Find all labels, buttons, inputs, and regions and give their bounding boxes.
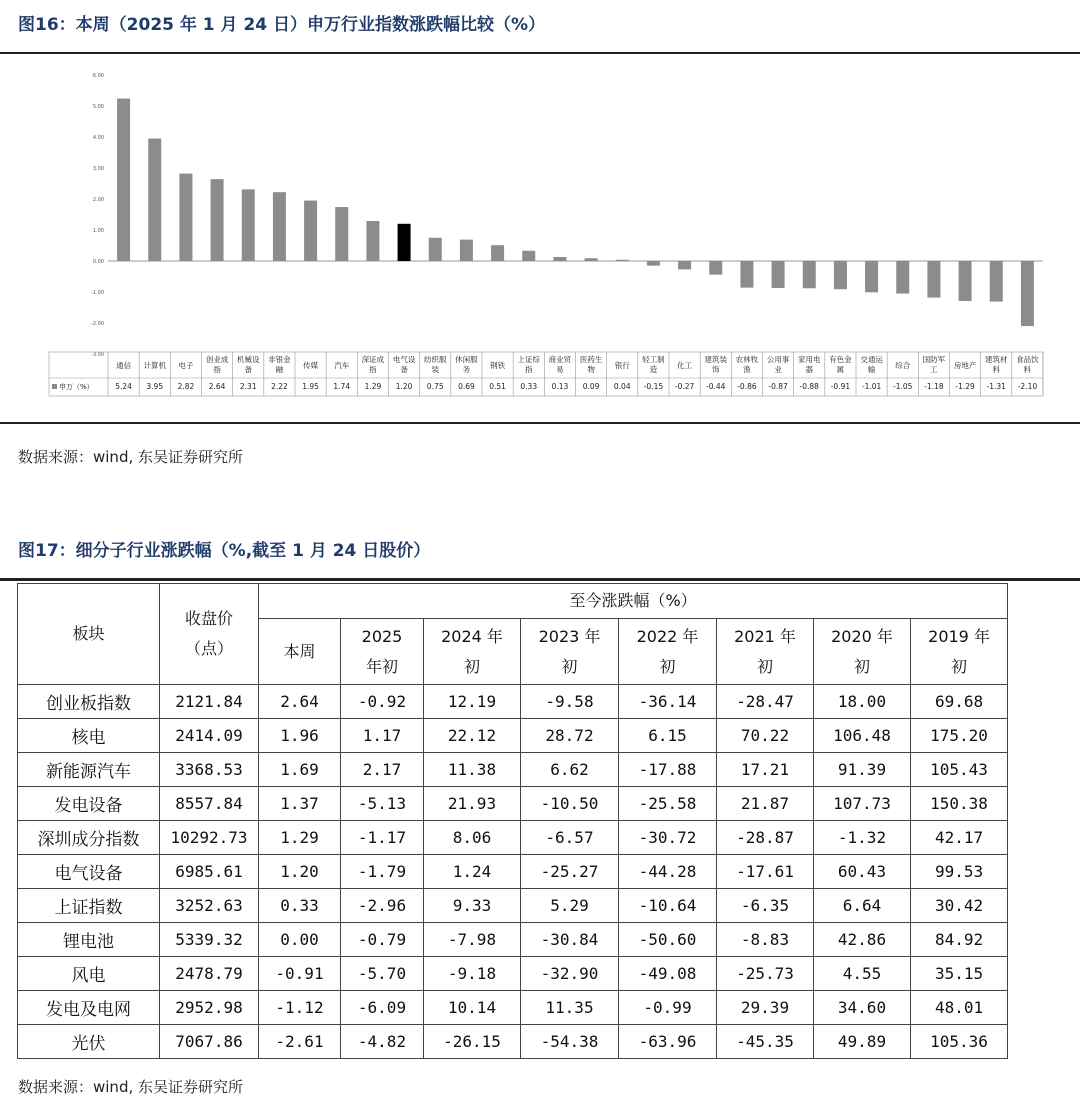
value-label: -0.27 — [674, 382, 695, 391]
category-label: 料 — [1023, 365, 1032, 374]
row-value-cell: 1.37 — [259, 787, 341, 821]
row-value-cell: -30.72 — [619, 821, 717, 855]
row-value-cell: -63.96 — [619, 1025, 717, 1059]
bar-12 — [460, 240, 473, 261]
row-value-cell: 11.35 — [521, 991, 619, 1025]
category-label: 物 — [587, 365, 595, 374]
row-value-cell: -6.35 — [717, 889, 814, 923]
row-value-cell: -8.83 — [717, 923, 814, 957]
bar-4 — [211, 179, 224, 261]
row-value-cell: -1.17 — [341, 821, 424, 855]
y-tick-label: 0.00 — [92, 259, 104, 265]
header-week: 本周 — [259, 619, 341, 685]
bar-23 — [803, 261, 816, 288]
row-value-cell: -6.09 — [341, 991, 424, 1025]
category-label: 备 — [400, 365, 408, 374]
category-label: 化工 — [677, 361, 693, 370]
header-2022-line2: 初 — [659, 656, 676, 676]
row-value-cell: 11.38 — [424, 753, 521, 787]
row-value-cell: 2952.98 — [160, 991, 259, 1025]
bar-20 — [709, 261, 722, 275]
row-value-cell: -1.79 — [341, 855, 424, 889]
row-value-cell: 99.53 — [911, 855, 1008, 889]
header-change-group: 至今涨跌幅（%） — [259, 584, 1008, 619]
category-label: 务 — [462, 365, 471, 374]
bar-21 — [740, 261, 753, 288]
value-label: 0.09 — [582, 382, 600, 391]
category-label: 深证成 — [361, 355, 385, 364]
category-label: 指 — [525, 365, 533, 374]
bar-22 — [772, 261, 785, 288]
row-value-cell: -2.96 — [341, 889, 424, 923]
row-value-cell: 105.43 — [911, 753, 1008, 787]
header-2022-line1: 2022 年 — [636, 626, 699, 646]
bar-18 — [647, 261, 660, 266]
row-value-cell: 4.55 — [814, 957, 911, 991]
row-value-cell: -28.47 — [717, 685, 814, 719]
row-value-cell: -17.61 — [717, 855, 814, 889]
row-value-cell: -44.28 — [619, 855, 717, 889]
y-tick-label: -1.00 — [91, 290, 104, 296]
row-value-cell: -0.79 — [341, 923, 424, 957]
category-label: 属 — [836, 365, 845, 374]
table-row — [18, 1025, 1008, 1059]
header-sector: 板块 — [18, 584, 160, 685]
row-value-cell: -5.13 — [341, 787, 424, 821]
value-label: 0.75 — [426, 382, 444, 391]
bar-26 — [896, 261, 909, 294]
category-label: 汽车 — [334, 361, 350, 370]
row-value-cell: 6.62 — [521, 753, 619, 787]
figure17-title: 图17：细分子行业涨跌幅（%,截至 1 月 24 日股价） — [18, 541, 431, 561]
category-label: 农林牧 — [735, 355, 759, 364]
header-2021-line2: 初 — [756, 656, 773, 676]
table-row — [18, 787, 1008, 821]
bar-3 — [179, 174, 192, 261]
middle-rule — [0, 422, 1080, 424]
category-label: 器 — [805, 365, 813, 374]
bar-16 — [585, 258, 598, 261]
header-close-line2: （点） — [184, 639, 233, 658]
category-label: 料 — [992, 365, 1000, 374]
category-label: 交通运 — [860, 355, 883, 364]
category-label: 公用事 — [766, 355, 790, 364]
row-value-cell: 3252.63 — [160, 889, 259, 923]
row-value-cell: 107.73 — [814, 787, 911, 821]
row-sector-name: 创业板指数 — [18, 685, 160, 719]
chart-axes — [91, 73, 1043, 358]
row-sector-name: 上证指数 — [18, 889, 160, 923]
value-label: -2.10 — [1017, 382, 1038, 391]
category-label: 机械设 — [237, 355, 260, 364]
header-2020-line1: 2020 年 — [831, 626, 893, 646]
chart-data-table — [49, 352, 1043, 396]
row-value-cell: -25.27 — [521, 855, 619, 889]
category-label: 通信 — [116, 361, 132, 370]
row-value-cell: 21.93 — [424, 787, 521, 821]
row-sector-name: 新能源汽车 — [18, 753, 160, 787]
row-value-cell: -10.50 — [521, 787, 619, 821]
table-row — [18, 855, 1008, 889]
bar-19 — [678, 261, 691, 269]
value-label: -0.15 — [643, 382, 664, 391]
row-value-cell: -28.87 — [717, 821, 814, 855]
row-value-cell: -17.88 — [619, 753, 717, 787]
row-value-cell: 10292.73 — [160, 821, 259, 855]
value-label: 2.64 — [208, 382, 226, 391]
chart-bars — [117, 99, 1034, 327]
row-value-cell: 34.60 — [814, 991, 911, 1025]
top-rule — [0, 52, 1080, 54]
row-value-cell: 5339.32 — [160, 923, 259, 957]
category-label: 建筑装 — [704, 355, 727, 364]
industry-bar-chart — [0, 60, 1080, 406]
table-row — [18, 719, 1008, 753]
category-label: 食品饮 — [1016, 355, 1039, 364]
row-value-cell: -45.35 — [717, 1025, 814, 1059]
bar-5 — [242, 189, 255, 261]
row-value-cell: -0.92 — [341, 685, 424, 719]
header-2019-line1: 2019 年 — [928, 626, 990, 646]
table-row — [18, 821, 1008, 855]
y-tick-label: 5.00 — [92, 104, 104, 110]
row-value-cell: -6.57 — [521, 821, 619, 855]
row-value-cell: -54.38 — [521, 1025, 619, 1059]
row-value-cell: -1.32 — [814, 821, 911, 855]
category-label: 休闲服 — [455, 355, 478, 364]
y-tick-label: -2.00 — [91, 321, 104, 327]
row-value-cell: 60.43 — [814, 855, 911, 889]
category-label: 轻工制 — [642, 355, 665, 364]
value-label: 2.31 — [239, 382, 257, 391]
row-value-cell: 2478.79 — [160, 957, 259, 991]
bar-1 — [117, 99, 130, 261]
row-value-cell: 10.14 — [424, 991, 521, 1025]
row-value-cell: 6.15 — [619, 719, 717, 753]
category-label: 有色金 — [829, 355, 852, 364]
bar-15 — [553, 257, 566, 261]
category-label: 房地产 — [953, 361, 977, 370]
value-label: 1.95 — [302, 382, 319, 391]
row-value-cell: -5.70 — [341, 957, 424, 991]
row-value-cell: 2121.84 — [160, 685, 259, 719]
row-value-cell: -32.90 — [521, 957, 619, 991]
row-value-cell: 21.87 — [717, 787, 814, 821]
row-value-cell: 1.17 — [341, 719, 424, 753]
category-label: 备 — [244, 365, 252, 374]
header-2025 — [341, 619, 424, 685]
row-value-cell: 17.21 — [717, 753, 814, 787]
row-value-cell: 6.64 — [814, 889, 911, 923]
row-value-cell: 2414.09 — [160, 719, 259, 753]
value-label: 1.20 — [395, 382, 413, 391]
row-value-cell: 91.39 — [814, 753, 911, 787]
category-label: 国防军 — [922, 355, 946, 364]
category-label: 饰 — [712, 365, 720, 374]
category-label: 输 — [867, 365, 876, 374]
value-label: -1.01 — [861, 382, 882, 391]
row-value-cell: -1.12 — [259, 991, 341, 1025]
row-value-cell: 8.06 — [424, 821, 521, 855]
row-value-cell: -0.99 — [619, 991, 717, 1025]
figure16-source: 数据来源：wind, 东吴证券研究所 — [18, 448, 244, 466]
header-2020-line2: 初 — [853, 656, 870, 676]
row-value-cell: 105.36 — [911, 1025, 1008, 1059]
value-label: -0.88 — [799, 382, 819, 391]
table-row — [18, 957, 1008, 991]
category-label: 电子 — [178, 361, 194, 370]
row-sector-name: 电气设备 — [18, 855, 160, 889]
category-label: 商业贸 — [548, 355, 572, 364]
category-label: 指 — [213, 365, 221, 374]
row-value-cell: 175.20 — [911, 719, 1008, 753]
legend-swatch — [52, 384, 57, 389]
bar-28 — [959, 261, 972, 301]
category-label: 装 — [431, 365, 439, 374]
row-value-cell: 5.29 — [521, 889, 619, 923]
row-value-cell: 1.96 — [259, 719, 341, 753]
value-label: -0.87 — [768, 382, 788, 391]
bar-6 — [273, 192, 286, 261]
row-value-cell: 150.38 — [911, 787, 1008, 821]
row-value-cell: 0.00 — [259, 923, 341, 957]
table-header-row-1 — [18, 584, 1008, 619]
row-value-cell: 29.39 — [717, 991, 814, 1025]
category-label: 电气设 — [392, 355, 416, 364]
row-value-cell: 2.17 — [341, 753, 424, 787]
y-tick-label: 4.00 — [92, 135, 104, 141]
row-value-cell: 7067.86 — [160, 1025, 259, 1059]
row-sector-name: 光伏 — [18, 1025, 160, 1059]
bar-27 — [927, 261, 940, 298]
row-value-cell: -25.58 — [619, 787, 717, 821]
header-close-line1: 收盘价 — [184, 609, 233, 628]
row-value-cell: 0.33 — [259, 889, 341, 923]
value-label: -1.29 — [955, 382, 975, 391]
row-sector-name: 风电 — [18, 957, 160, 991]
category-label: 造 — [649, 365, 658, 374]
category-label: 综合 — [895, 361, 911, 370]
value-label: -0.86 — [737, 382, 757, 391]
table-top-rule — [0, 578, 1080, 581]
value-label: 0.51 — [489, 382, 506, 391]
bar-9 — [366, 221, 379, 261]
row-value-cell: 30.42 — [911, 889, 1008, 923]
row-value-cell: 1.29 — [259, 821, 341, 855]
category-label: 医药生 — [579, 355, 603, 364]
header-close — [160, 584, 259, 685]
bar-7 — [304, 201, 317, 261]
header-2022 — [619, 619, 717, 685]
y-tick-label: -3.00 — [91, 352, 104, 358]
row-sector-name: 发电及电网 — [18, 991, 160, 1025]
category-label: 家用电 — [798, 355, 821, 364]
row-value-cell: 8557.84 — [160, 787, 259, 821]
category-label: 指 — [369, 365, 377, 374]
category-label: 业 — [774, 365, 782, 374]
table-row — [18, 923, 1008, 957]
bar-14 — [522, 251, 535, 261]
value-label: -1.18 — [924, 382, 944, 391]
header-2025-line1: 2025 — [361, 626, 403, 646]
category-label: 工 — [930, 365, 938, 374]
header-2023 — [521, 619, 619, 685]
category-label: 钢铁 — [490, 361, 506, 370]
header-2024 — [424, 619, 521, 685]
y-tick-label: 6.00 — [92, 73, 104, 79]
row-value-cell: -9.18 — [424, 957, 521, 991]
row-value-cell: 1.20 — [259, 855, 341, 889]
row-value-cell: -2.61 — [259, 1025, 341, 1059]
bar-17 — [616, 260, 629, 261]
bar-30 — [1021, 261, 1034, 326]
value-label: 5.24 — [115, 382, 132, 391]
category-label: 银行 — [614, 361, 630, 370]
y-tick-label: 3.00 — [92, 166, 104, 172]
row-value-cell: 1.69 — [259, 753, 341, 787]
row-value-cell: 48.01 — [911, 991, 1008, 1025]
row-value-cell: 28.72 — [521, 719, 619, 753]
value-label: -1.05 — [893, 382, 913, 391]
value-label: -0.91 — [830, 382, 851, 391]
row-value-cell: 6985.61 — [160, 855, 259, 889]
value-label: 0.13 — [551, 382, 569, 391]
row-value-cell: 49.89 — [814, 1025, 911, 1059]
row-value-cell: 12.19 — [424, 685, 521, 719]
row-value-cell: -7.98 — [424, 923, 521, 957]
category-label: 易 — [556, 365, 564, 374]
row-value-cell: -30.84 — [521, 923, 619, 957]
header-2021 — [717, 619, 814, 685]
bar-11 — [429, 238, 442, 261]
row-value-cell: -4.82 — [341, 1025, 424, 1059]
row-value-cell: 42.17 — [911, 821, 1008, 855]
header-2025-line2: 年初 — [365, 656, 398, 676]
header-2023-line1: 2023 年 — [538, 626, 601, 646]
category-label: 非银金 — [268, 355, 291, 364]
value-label: 3.95 — [146, 382, 164, 391]
header-2021-line1: 2021 年 — [734, 626, 796, 646]
row-value-cell: -10.64 — [619, 889, 717, 923]
value-label: -0.44 — [706, 382, 726, 391]
category-label: 纺织服 — [424, 355, 447, 364]
table-row — [18, 991, 1008, 1025]
y-tick-label: 1.00 — [92, 228, 104, 234]
bar-29 — [990, 261, 1003, 302]
y-tick-label: 2.00 — [92, 197, 104, 203]
row-value-cell: -25.73 — [717, 957, 814, 991]
header-2019-line2: 初 — [951, 656, 968, 676]
row-value-cell: 35.15 — [911, 957, 1008, 991]
header-2024-line2: 初 — [463, 656, 480, 676]
bar-8 — [335, 207, 348, 261]
value-label: 2.22 — [271, 382, 288, 391]
category-label: 融 — [275, 365, 284, 374]
row-value-cell: -36.14 — [619, 685, 717, 719]
category-label: 渔 — [743, 365, 751, 374]
row-value-cell: 1.24 — [424, 855, 521, 889]
value-label: -1.31 — [986, 382, 1006, 391]
row-value-cell: -26.15 — [424, 1025, 521, 1059]
header-2023-line2: 初 — [561, 656, 578, 676]
row-value-cell: -9.58 — [521, 685, 619, 719]
table-row — [18, 889, 1008, 923]
category-label: 传媒 — [303, 361, 319, 370]
figure16-title: 图16：本周（2025 年 1 月 24 日）申万行业指数涨跌幅比较（%） — [18, 15, 546, 35]
category-label: 上证综 — [517, 355, 540, 364]
legend-series-label: 申万（%） — [59, 383, 94, 391]
header-2019 — [911, 619, 1008, 685]
value-label: 1.29 — [364, 382, 382, 391]
row-sector-name: 锂电池 — [18, 923, 160, 957]
row-value-cell: -50.60 — [619, 923, 717, 957]
sub-industry-table — [17, 583, 1008, 1059]
row-value-cell: 84.92 — [911, 923, 1008, 957]
category-label: 创业成 — [205, 355, 229, 364]
row-value-cell: -0.91 — [259, 957, 341, 991]
category-label: 建筑材 — [985, 355, 1008, 364]
bar-2 — [148, 139, 161, 261]
row-sector-name: 发电设备 — [18, 787, 160, 821]
row-value-cell: 106.48 — [814, 719, 911, 753]
row-value-cell: 9.33 — [424, 889, 521, 923]
row-value-cell: 69.68 — [911, 685, 1008, 719]
value-label: 2.82 — [177, 382, 195, 391]
category-label: 计算机 — [143, 361, 166, 370]
value-label: 0.69 — [458, 382, 475, 391]
figure17-source: 数据来源：wind, 东吴证券研究所 — [18, 1078, 244, 1096]
row-value-cell: 70.22 — [717, 719, 814, 753]
row-value-cell: -49.08 — [619, 957, 717, 991]
row-value-cell: 22.12 — [424, 719, 521, 753]
value-label: 0.33 — [520, 382, 538, 391]
row-value-cell: 2.64 — [259, 685, 341, 719]
row-value-cell: 18.00 — [814, 685, 911, 719]
value-label: 0.04 — [613, 382, 631, 391]
value-label: 1.74 — [333, 382, 351, 391]
bar-13 — [491, 245, 504, 261]
row-sector-name: 深圳成分指数 — [18, 821, 160, 855]
bar-10 — [398, 224, 411, 261]
header-2024-line1: 2024 年 — [441, 626, 503, 646]
row-value-cell: 42.86 — [814, 923, 911, 957]
table-row — [18, 685, 1008, 719]
bar-25 — [865, 261, 878, 292]
table-row — [18, 753, 1008, 787]
header-2020 — [814, 619, 911, 685]
bar-24 — [834, 261, 847, 289]
row-sector-name: 核电 — [18, 719, 160, 753]
row-value-cell: 3368.53 — [160, 753, 259, 787]
